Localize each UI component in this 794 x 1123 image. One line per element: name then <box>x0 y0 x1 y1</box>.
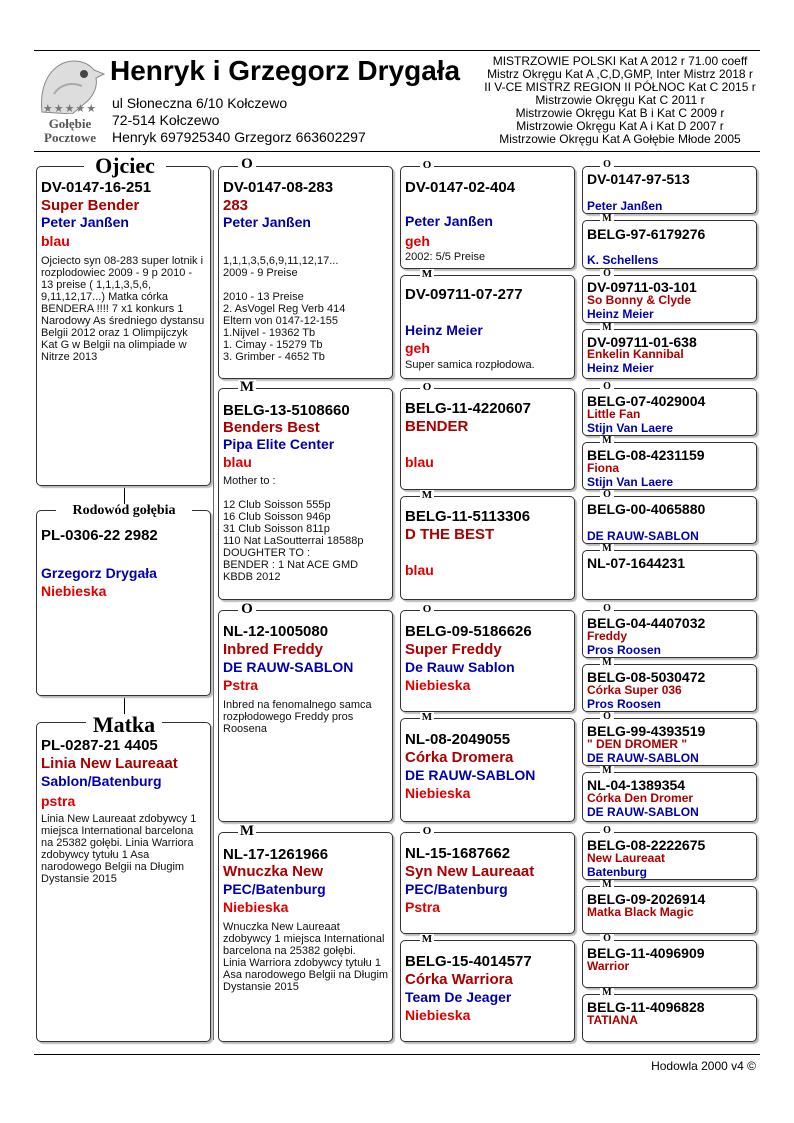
matka-label: Matka <box>86 714 162 736</box>
gen3-breeder-6: DE RAUW-SABLON <box>405 767 536 783</box>
gen4-breeder-7: DE RAUW-SABLON <box>587 529 699 543</box>
gen3-badge-3: O <box>420 382 434 393</box>
gen2-color-3: Pstra <box>223 677 259 693</box>
gen4-ring-13: BELG-08-2222675 <box>587 837 706 853</box>
mother-card[interactable] <box>36 722 211 1042</box>
gen3-color-5: Niebieska <box>405 677 471 693</box>
logo <box>34 54 106 146</box>
father-breeder: Peter Janßen <box>41 214 129 230</box>
gen4-name-16: TATIANA <box>587 1013 638 1027</box>
mother-color: pstra <box>41 793 76 809</box>
gen3-ring-2: DV-09711-07-277 <box>405 286 523 303</box>
gen4-name-14: Matka Black Magic <box>587 905 694 919</box>
gen4-ring-9: BELG-04-4407032 <box>587 615 706 631</box>
gen2-ring-1: DV-0147-08-283 <box>223 179 334 196</box>
gen4-badge-5: O <box>600 382 614 392</box>
gen4-badge-13: O <box>600 826 614 836</box>
gen4-card-10[interactable] <box>582 664 757 712</box>
subject-color: Niebieska <box>41 583 107 599</box>
gen3-name-5: Super Freddy <box>405 641 502 658</box>
gen4-ring-12: NL-04-1389354 <box>587 777 686 793</box>
gen2-badge-4: M <box>239 823 255 839</box>
gen3-badge-5: O <box>420 604 434 615</box>
gen4-card-2[interactable] <box>582 220 757 269</box>
gen4-breeder-10: Pros Roosen <box>587 697 662 711</box>
gen3-color-4: blau <box>405 562 434 578</box>
gen3-ring-3: BELG-11-4220607 <box>405 400 531 417</box>
ojciec-label: Ojciec <box>84 155 166 177</box>
achievement-3: II V-CE MISTRZ REGION II PÓŁNOC Kat C 2015 r <box>484 80 756 94</box>
gen4-card-7[interactable] <box>582 496 757 544</box>
gen3-card-1[interactable] <box>400 166 575 269</box>
gen4-breeder-4: Heinz Meier <box>587 361 654 375</box>
gen2-notes-1: 1,1,1,3,5,6,9,11,12,17... 2009 - 9 Preise 2010 - 13 Preise 2. AsVogel Reg Verb 414 Eltern von 0147-12-155 1.Nijvel - 19362 Tb 1. Cimay - 15279 Tb 3. Grimber - 4652 Tb <box>223 255 346 363</box>
gen3-breeder-8: Team De Jeager <box>405 989 512 1005</box>
gen3-color-6: Niebieska <box>405 785 471 801</box>
gen2-notes-4: Wnuczka New Laureaat zdobywcy 1 miejsca International barcelona na 25382 gołębi. Linia Warriora zdobywcy tytułu 1 Asa narodowego Belgii na Długim Dystansie 2015 <box>223 921 389 993</box>
logo-stars: ★★★★★ <box>42 103 98 115</box>
gen2-color-4: Niebieska <box>223 899 289 915</box>
gen4-name-5: Little Fan <box>587 407 641 421</box>
father-ring: DV-0147-16-251 <box>41 179 152 196</box>
gen2-breeder-4: PEC/Batenburg <box>223 881 326 897</box>
gen2-card-1[interactable] <box>218 166 393 379</box>
gen2-badge-2: M <box>239 379 255 395</box>
gen4-ring-8: NL-07-1644231 <box>587 555 686 571</box>
gen4-badge-15: O <box>600 934 614 944</box>
mother-ring: PL-0287-21 4405 <box>41 737 158 754</box>
gen3-breeder-1: Peter Janßen <box>405 213 493 229</box>
gen4-name-12: Córka Den Dromer <box>587 791 694 805</box>
father-color: blau <box>41 233 70 249</box>
gen4-badge-10: M <box>600 658 614 668</box>
gen4-badge-6: M <box>600 436 614 446</box>
gen3-badge-6: M <box>421 711 433 723</box>
gen3-color-2: geh <box>405 340 430 356</box>
gen2-card-4[interactable] <box>218 832 393 1042</box>
father-notes: Ojciecto syn 08-283 super lotnik i rozplodowiec 2009 - 9 p 2010 - 13 preise ( 1,1,1,3,5,6, 9,11,12,17...) Matka córka BENDERA !!!! 7 x1 konkurs 1 Narodowy As średniego dystansu Belgii 2012 oraz 1 Olimpijczyk Kat G w Belgii na olimpiade w Nitrze 2013 <box>41 255 205 363</box>
gen3-ring-5: BELG-09-5186626 <box>405 623 532 640</box>
gen4-breeder-1: Peter Janßen <box>587 199 663 213</box>
gen4-ring-7: BELG-00-4065880 <box>587 501 706 517</box>
gen3-color-3: blau <box>405 454 434 470</box>
mother-breeder: Sablon/Batenburg <box>41 773 162 789</box>
rodowod-label: Rodowód gołębia <box>56 504 192 518</box>
gen2-breeder-1: Peter Janßen <box>223 214 311 230</box>
gen2-breeder-3: DE RAUW-SABLON <box>223 659 354 675</box>
achievement-7: Mistrzowie Okręgu Kat A Gołębie Młode 2005 <box>499 132 741 146</box>
gen4-card-9[interactable] <box>582 610 757 658</box>
gen4-ring-4: DV-09711-01-638 <box>587 334 697 350</box>
gen3-color-8: Niebieska <box>405 1007 471 1023</box>
gen4-ring-14: BELG-09-2026914 <box>587 891 706 907</box>
gen4-name-10: Córka Super 036 <box>587 683 682 697</box>
gen4-badge-7: O <box>600 490 614 500</box>
gen4-badge-2: M <box>600 214 614 224</box>
mother-notes: Linia New Laureaat zdobywcy 1 miejsca International barcelona na 25382 gołębi. Linia Warriora zdobywcy tytułu 1 Asa narodowego Belgii na Długim Dystansie 2015 <box>41 813 197 885</box>
achievement-1: MISTRZOWIE POLSKI Kat A 2012 r 71.00 coeff <box>492 54 748 68</box>
gen4-breeder-2: K. Schellens <box>587 253 659 267</box>
gen3-breeder-2: Heinz Meier <box>405 322 483 338</box>
gen3-name-3: BENDER <box>405 418 469 435</box>
gen4-ring-1: DV-0147-97-513 <box>587 171 690 187</box>
gen4-badge-12: M <box>600 766 614 776</box>
gen2-notes-2: Mother to : 12 Club Soisson 555p 16 Club Soisson 946p 31 Club Soisson 811p 110 Nat LaSoutterrai 18588p DOUGHTER TO : BENDER : 1 Nat ACE GMD KBDB 2012 <box>223 475 364 583</box>
gen2-color-2: blau <box>223 454 252 470</box>
gen3-breeder-7: PEC/Batenburg <box>405 881 508 897</box>
gen3-badge-4: M <box>421 489 433 501</box>
gen2-name-3: Inbred Freddy <box>223 641 324 658</box>
gen4-badge-14: M <box>600 880 614 890</box>
gen3-ring-1: DV-0147-02-404 <box>405 179 516 196</box>
subject-breeder: Grzegorz Drygała <box>41 565 157 581</box>
gen4-ring-6: BELG-08-4231159 <box>587 447 705 463</box>
gen2-ring-3: NL-12-1005080 <box>223 623 329 640</box>
gen4-ring-10: BELG-08-5030472 <box>587 669 706 685</box>
gen3-badge-8: M <box>421 933 433 945</box>
gen4-badge-4: M <box>600 323 614 333</box>
gen3-card-2[interactable] <box>400 275 575 379</box>
gen4-breeder-11: DE RAUW-SABLON <box>587 751 699 765</box>
phones: Henryk 697925340 Grzegorz 663602297 <box>112 129 366 145</box>
gen4-name-11: " DEN DROMER " <box>587 737 688 751</box>
gen2-name-2: Benders Best <box>223 419 320 436</box>
gen4-breeder-13: Batenburg <box>587 865 647 879</box>
gen3-card-7[interactable] <box>400 832 575 934</box>
gen3-card-4[interactable] <box>400 496 575 600</box>
gen2-ring-2: BELG-13-5108660 <box>223 402 350 419</box>
gen4-card-5[interactable] <box>582 388 757 436</box>
address-line-2: 72-514 Kołczewo <box>112 112 220 128</box>
gen3-color-1: geh <box>405 233 430 249</box>
gen4-ring-5: BELG-07-4029004 <box>587 393 706 409</box>
gen3-ring-7: NL-15-1687662 <box>405 845 511 862</box>
gen4-card-11[interactable] <box>582 718 757 766</box>
gen3-ring-4: BELG-11-5113306 <box>405 508 531 525</box>
gen4-name-9: Freddy <box>587 629 628 643</box>
gen4-ring-11: BELG-99-4393519 <box>587 723 706 739</box>
gen4-badge-3: O <box>600 269 614 279</box>
gen4-name-13: New Laureaat <box>587 851 666 865</box>
gen4-badge-11: O <box>600 712 614 722</box>
gen4-ring-3: DV-09711-03-101 <box>587 279 697 295</box>
footer-text: Hodowla 2000 v4 © <box>651 1059 756 1073</box>
logo-text-2: Pocztowe <box>44 130 96 145</box>
gen4-name-4: Enkelin Kannibal <box>587 347 684 361</box>
gen3-badge-1: O <box>420 160 434 171</box>
gen3-name-8: Córka Warriora <box>405 971 513 988</box>
gen4-card-12[interactable] <box>582 772 757 822</box>
gen3-name-7: Syn New Laureaat <box>405 863 535 880</box>
gen4-breeder-12: DE RAUW-SABLON <box>587 805 699 819</box>
gen2-name-4: Wnuczka New <box>223 863 324 880</box>
gen2-badge-1: O <box>238 157 256 172</box>
gen2-name-1: 283 <box>223 197 249 214</box>
address-line-1: ul Słoneczna 6/10 Kołczewo <box>112 95 288 111</box>
gen4-name-15: Warrior <box>587 959 630 973</box>
gen4-breeder-3: Heinz Meier <box>587 307 654 321</box>
gen4-breeder-9: Pros Roosen <box>587 643 662 657</box>
father-card[interactable] <box>36 166 211 486</box>
gen4-breeder-5: Stijn Van Laere <box>587 421 674 435</box>
achievement-5: Mistrzowie Okręgu Kat B i Kat C 2009 r <box>515 106 725 120</box>
gen4-card-3[interactable] <box>582 275 757 323</box>
gen3-card-8[interactable] <box>400 940 575 1042</box>
gen4-card-6[interactable] <box>582 442 757 490</box>
achievement-6: Mistrzowie Okręgu Kat A i Kat D 2007 r <box>516 119 724 133</box>
gen4-card-1[interactable] <box>582 166 757 214</box>
gen2-card-2[interactable] <box>218 388 393 600</box>
gen3-name-4: D THE BEST <box>405 526 495 543</box>
gen4-name-3: So Bonny & Clyde <box>587 293 692 307</box>
gen4-card-15[interactable] <box>582 940 757 988</box>
gen4-ring-15: BELG-11-4096909 <box>587 945 705 961</box>
gen3-ring-6: NL-08-2049055 <box>405 731 511 748</box>
gen3-card-5[interactable] <box>400 610 575 712</box>
gen4-card-16[interactable] <box>582 994 757 1042</box>
mother-name: Linia New Laureaat <box>41 755 178 772</box>
gen4-breeder-6: Stijn Van Laere <box>587 475 674 489</box>
achievement-4: Mistrzowie Okręgu Kat C 2011 r <box>535 93 705 107</box>
father-name: Super Bender <box>41 197 140 214</box>
gen4-badge-8: M <box>600 544 614 554</box>
gen2-card-3[interactable] <box>218 610 393 822</box>
gen4-badge-16: M <box>600 988 614 998</box>
subject-ring: PL-0306-22 2982 <box>41 527 158 544</box>
gen4-ring-2: BELG-97-6179276 <box>587 226 706 242</box>
gen3-color-7: Pstra <box>405 899 441 915</box>
gen3-notes-2: Super samica rozpłodowa. <box>405 359 535 371</box>
gen3-notes-1: 2002: 5/5 Preise <box>405 251 486 263</box>
gen4-card-14[interactable] <box>582 886 757 934</box>
gen2-ring-4: NL-17-1261966 <box>223 846 329 863</box>
logo-text-1: Gołębie <box>48 116 92 131</box>
gen3-name-6: Córka Dromera <box>405 749 514 766</box>
gen3-card-6[interactable] <box>400 718 575 822</box>
gen4-name-6: Fiona <box>587 461 619 475</box>
gen3-badge-2: M <box>421 268 433 280</box>
gen4-ring-16: BELG-11-4096828 <box>587 999 705 1015</box>
gen3-breeder-5: De Rauw Sablon <box>405 659 515 675</box>
gen2-notes-3: Inbred na fenomalnego samca rozpłodowego Freddy pros Roosena <box>223 699 372 735</box>
gen2-badge-3: O <box>238 602 256 617</box>
page-title: Henryk i Grzegorz Drygała <box>110 55 461 86</box>
gen3-badge-7: O <box>420 826 434 837</box>
gen4-card-8[interactable] <box>582 550 757 600</box>
gen3-ring-8: BELG-15-4014577 <box>405 953 532 970</box>
gen4-card-4[interactable] <box>582 329 757 379</box>
gen4-card-13[interactable] <box>582 832 757 880</box>
gen3-card-3[interactable] <box>400 388 575 490</box>
subject-card[interactable] <box>36 510 211 696</box>
achievements <box>480 55 760 146</box>
gen2-breeder-2: Pipa Elite Center <box>223 436 335 452</box>
achievement-2: Mistrz Okręgu Kat A ,C,D,GMP, Inter Mistrz 2018 r <box>487 67 753 81</box>
gen4-badge-9: O <box>600 604 614 614</box>
gen4-badge-1: O <box>600 160 614 170</box>
